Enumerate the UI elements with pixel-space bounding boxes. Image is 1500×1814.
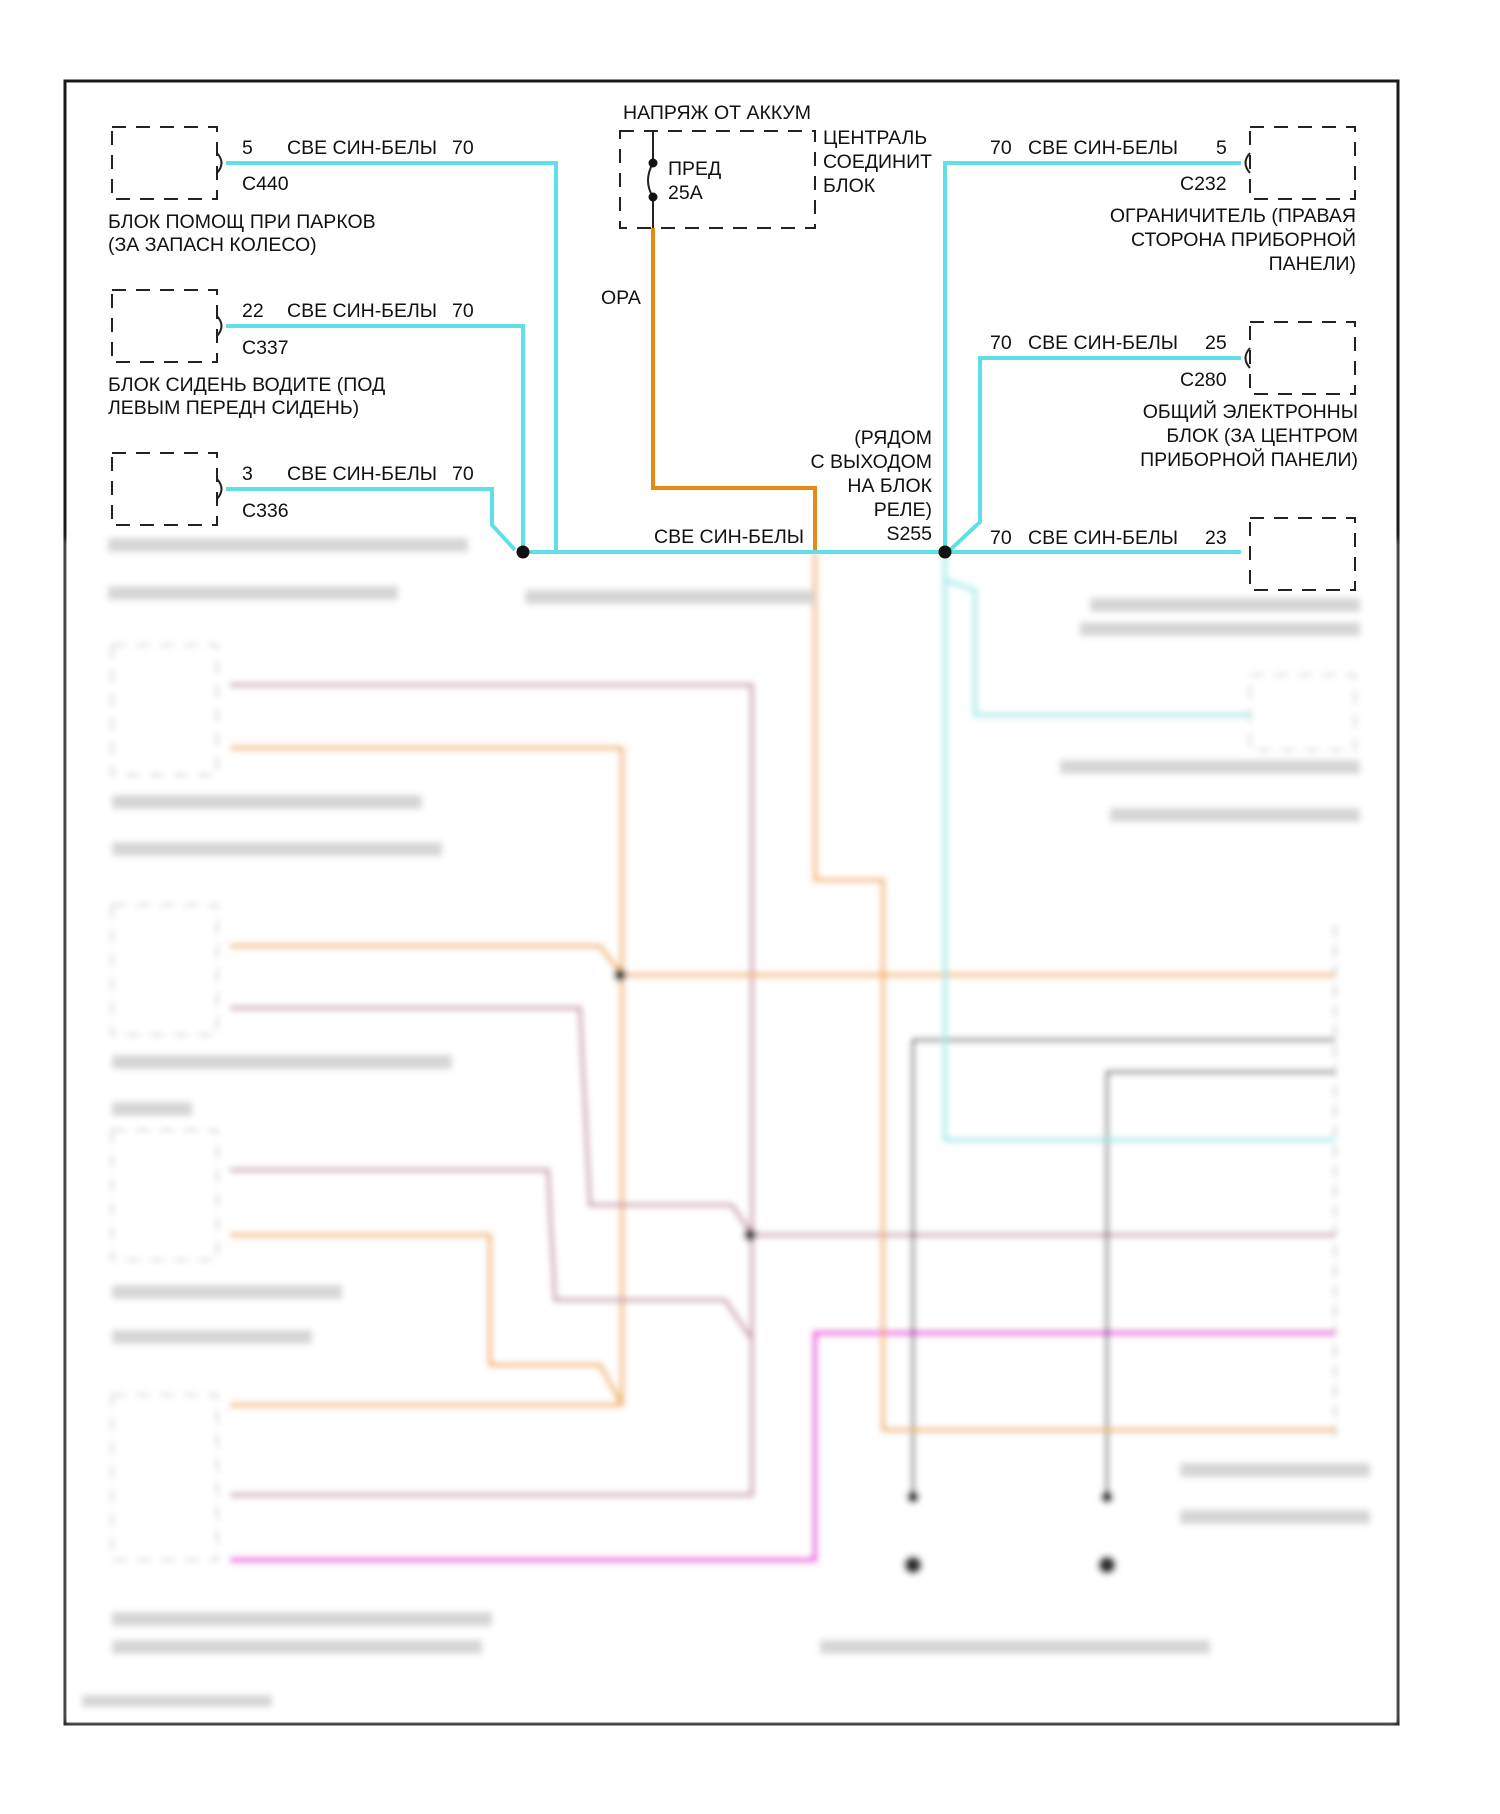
left-component-2-pin: 22 xyxy=(242,300,264,322)
right-component-2-wire-color: СВЕ СИН-БЕЛЫ xyxy=(1028,332,1179,354)
left-component-3-box xyxy=(112,453,217,525)
right-component-1-name-line1: ОГРАНИЧИТЕЛЬ (ПРАВАЯ xyxy=(1109,205,1356,227)
central-block-label-line2: СОЕДИНИТ xyxy=(823,151,933,173)
orange-feed-wire xyxy=(653,228,815,552)
fuse-symbol xyxy=(648,163,653,197)
s255-note-line3: НА БЛОК xyxy=(847,475,932,497)
blurred-lower-section xyxy=(66,538,1397,1723)
right-component-1-connector: C232 xyxy=(1180,173,1227,195)
left-component-1-pin: 5 xyxy=(242,137,253,159)
right-component-2-box xyxy=(1250,322,1355,394)
right-component-2-circuit: 70 xyxy=(990,332,1012,354)
left-component-2-name-line1: БЛОК СИДЕНЬ ВОДИТЕ (ПОД xyxy=(108,374,386,396)
splice-s255-dot xyxy=(939,546,952,559)
fuse-label-line2: 25A xyxy=(668,182,703,204)
left-component-1-circuit: 70 xyxy=(452,137,474,159)
left-component-1-connector: C440 xyxy=(242,173,289,195)
left-component-3-circuit: 70 xyxy=(452,463,474,485)
s255-note-line2: С ВЫХОДОМ xyxy=(810,451,932,473)
left-component-3-pin: 3 xyxy=(242,463,253,485)
fuse-label-line1: ПРЕД xyxy=(668,158,722,180)
right-component-2-pin: 25 xyxy=(1205,332,1227,354)
right-component-2-name-line1: ОБЩИЙ ЭЛЕКТРОННЫ xyxy=(1142,401,1358,423)
left-component-3-connector: C336 xyxy=(242,500,289,522)
left-component-2-circuit: 70 xyxy=(452,300,474,322)
splice-left-dot xyxy=(517,546,530,559)
bus-wire-label: СВЕ СИН-БЕЛЫ xyxy=(654,526,805,548)
s255-note-line1: (РЯДОМ xyxy=(854,427,932,449)
right-component-1-name-line2: СТОРОНА ПРИБОРНОЙ xyxy=(1131,229,1356,251)
right-component-3-circuit: 70 xyxy=(990,527,1012,549)
right-component-2-connector: C280 xyxy=(1180,369,1227,391)
central-block-label-line1: ЦЕНТРАЛЬ xyxy=(823,127,928,149)
left-component-2-name-line2: ЛЕВЫМ ПЕРЕДН СИДЕНЬ) xyxy=(108,397,360,419)
right-component-1-wire-color: СВЕ СИН-БЕЛЫ xyxy=(1028,137,1179,159)
left-component-1-name-line2: (ЗА ЗАПАСН КОЛЕСО) xyxy=(108,234,317,256)
right-component-1-pin: 5 xyxy=(1216,137,1227,159)
right-component-3-wire-color: СВЕ СИН-БЕЛЫ xyxy=(1028,527,1179,549)
right-component-3-pin: 23 xyxy=(1205,527,1227,549)
right-component-2-name-line2: БЛОК (ЗА ЦЕНТРОМ xyxy=(1166,425,1358,447)
left-component-2-wire-color: СВЕ СИН-БЕЛЫ xyxy=(287,300,438,322)
left-component-1-wire-color: СВЕ СИН-БЕЛЫ xyxy=(287,137,438,159)
left-component-1-box xyxy=(112,127,217,199)
right-component-2-name-line3: ПРИБОРНОЙ ПАНЕЛИ) xyxy=(1140,449,1358,471)
feed-wire-label: ОРА xyxy=(601,287,641,309)
s255-id: S255 xyxy=(886,523,932,545)
right-component-1-name-line3: ПАНЕЛИ) xyxy=(1268,253,1356,275)
central-block-label-line3: БЛОК xyxy=(823,175,876,197)
right-component-1-circuit: 70 xyxy=(990,137,1012,159)
battery-feed-label: НАПРЯЖ ОТ АККУМ xyxy=(623,102,812,124)
left-component-2-box xyxy=(112,290,217,362)
fuse-terminal-bottom xyxy=(649,193,658,202)
fuse-terminal-top xyxy=(649,159,658,168)
s255-note-line4: РЕЛЕ) xyxy=(873,499,932,521)
left-component-3-wire-color: СВЕ СИН-БЕЛЫ xyxy=(287,463,438,485)
right-component-1-box xyxy=(1250,127,1355,199)
left-component-2-connector: C337 xyxy=(242,337,289,359)
left-component-1-name-line1: БЛОК ПОМОЩ ПРИ ПАРКОВ xyxy=(108,211,376,233)
